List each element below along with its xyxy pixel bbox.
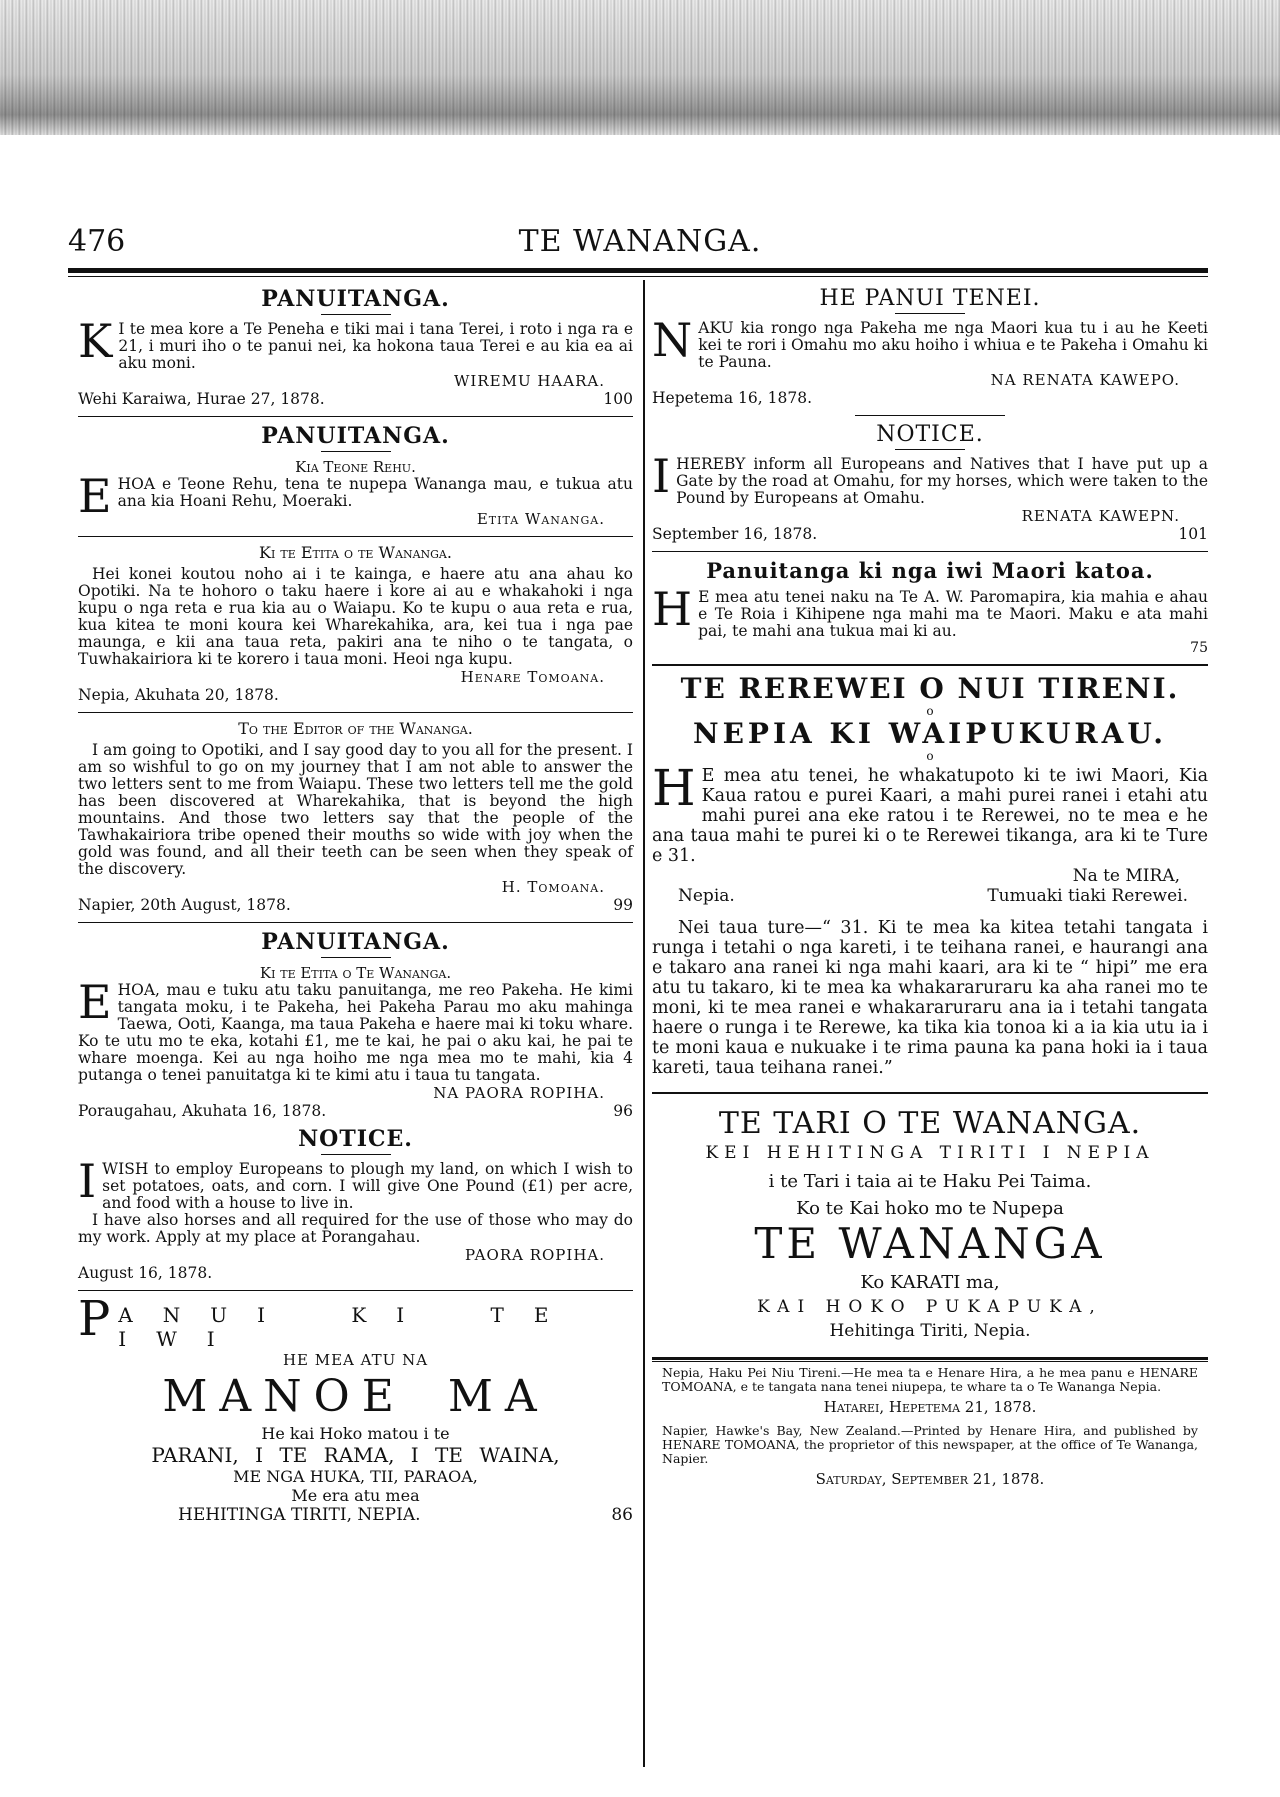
signature: Na te MIRA, [1072,866,1180,886]
page-number: 476 [68,224,126,259]
advert-address: HEHITINGA TIRITI, NEPIA. 86 [178,1505,633,1525]
drop-cap: P [78,1291,111,1347]
notice-body: NAKU kia rongo nga Pakeha me nga Maori kua tu i au he Keeti kei te rori i Omahu mo aku hoiho i whiua e te Pakeha i Omahu ki te Pauna. [652,313,1208,371]
advert-line: ANUI KI TE IWI [118,1303,579,1351]
letter-body: Hei konei koutou noho ai i te kainga, e haere atu ana ahau ko Opotiki. Na te hohoro o taku haere i kore ai au e whakahoki i nga kupu o nga reta e rua kia au o Waiapu. Ko te kupu o aua reta e rua, kua kitea te moni koura kei Wharekahika, ara, kei tua i nga pae maunga, e kii ana taua reta, pakiri ana te niho o te tangata, o Tuwhakairiora ki te korero i taua moni. Heoi nga kupu. [78,565,633,668]
ornament-rule: o [926,749,934,763]
imprint-date: Saturday, September 21, 1878. [815,1470,1045,1488]
letter-title: To the Editor of the Wananga. [238,719,473,738]
advert-line: ME NGA HUKA, TII, PARAOA, [233,1467,478,1486]
signature: WIREMU HAARA. [454,372,605,390]
notice-title: TE REREWEI O NUI TIRENI. [680,672,1180,705]
top-rule-thin [68,276,1208,277]
notice-body: H E mea atu tenei naku na Te A. W. Paromapira, kia mahia e ahau e Te Roia i Kihipene nga mahi ma te Maori. Maku e ata mahi pai, te mahi ana tukua mai ki au. [652,582,1208,640]
notice-title: NOTICE. [876,422,984,447]
signature-line: Nepia. Tumuaki tiaki Rerewei. [678,886,1188,906]
dateline: August 16, 1878. [78,1264,213,1282]
separator [78,416,633,417]
drop-cap: I [652,449,671,503]
left-column [78,280,633,1525]
imprint-date: Hatarei, Hepetema 21, 1878. [823,1398,1037,1416]
separator [652,1092,1208,1094]
notice-english [78,1126,633,1282]
notice-subtitle: Ki te Etita o Te Wananga. [259,964,452,982]
dateline: Hepetema 16, 1878. [652,389,813,407]
notice-title: PANUITANGA. [261,423,450,449]
notice-subtitle: NEPIA KI WAIPUKURAU. [692,717,1168,750]
column-divider [643,280,645,1767]
notice-subtitle: Kia Teone Rehu. [295,458,416,476]
top-rule [68,268,1208,273]
separator [855,415,1005,416]
notice-body: IWISH to employ Europeans to plough my land, on which I wish to set potatoes, oats, and corn. I will give One Pound (£1) per acre, and food with a house to live in. [78,1154,633,1212]
title-rule [895,449,965,450]
notice-he-panui [652,286,1208,407]
dateline: Poraugahau, Akuhata 16, 1878. 96 [78,1102,633,1120]
signature: NA RENATA KAWEPO. [990,371,1180,389]
drop-cap: E [78,975,112,1029]
notice-title: PANUITANGA. [261,286,450,312]
notice-body: IHEREBY inform all Europeans and Natives that I have put up a Gate by the road at Omahu, for my horses, which were taken to the Pound by Europeans at Omahu. [652,449,1208,507]
advert-title: TE WANANGA [754,1219,1106,1268]
title-rule [321,451,391,452]
notice-gate [652,422,1208,543]
separator [652,664,1208,666]
advert-line: PARANI, I TE RAMA, I TE WAINA, [151,1443,560,1467]
notice-title: Panuitanga ki nga iwi Maori katoa. [706,558,1154,583]
imprint-rule [652,1357,1208,1360]
title-rule [895,313,965,314]
notice-body-2: Nei taua ture—“ 31. Ki te mea ka kitea tetahi tangata i runga i tetahi o nga kareti, i te teihana ranei, e haurangi ana e takaro ana ranei ki nga mahi kaari, ara ki te “ hipi” me era atu tu takaro, ki te mea ka whakararuraru ka aha ranei mo te moni, ki te mea ranei e whakararuraru ana ia i tetahi tangata haere o runga i te Rerewe, ka tika kia tonoa ki a ia kia utu ia i te moni kaua e nukuake i te rima pauna ka pana hoki ia i taua kareti, taua teihana ranei.” [652,918,1208,1078]
advert-name: MANOE MA [162,1371,549,1422]
notice-panuitanga-2 [78,423,633,528]
letter-maori [78,543,633,704]
drop-cap: H [652,582,693,636]
signature: H. Tomoana. [501,878,605,896]
drop-cap: E [78,469,112,523]
advert-te-tari [652,1106,1208,1341]
signature: Etita Wananga. [476,510,605,528]
scan-strip [0,0,1280,135]
drop-cap: N [652,313,693,367]
letter-body: I am going to Opotiki, and I say good day to you all for the present. I am so wishful to go on my journey that I am not able to answer the two letters sent to me from Waiapu. These two letters tell me the gold has been discovered at Wharekahika, that is beyond the high mountains. And those two letters say that the people of the Tawhakairiora tribe opened their mouths so wide with joy when the gold was found, and all their teeth can be seen when they speak of the discovery. [78,741,633,878]
notice-body: K I te mea kore a Te Peneha e tiki mai i tana Terei, i roto i nga ra e 21, i muri iho o te panui nei, ka hokona taua Terei e au kia ea ai aku moni. [78,314,633,372]
separator [78,712,633,713]
notice-title: HE PANUI TENEI. [819,286,1041,311]
title-rule [321,314,391,315]
imprint-rule-thin [652,1361,1208,1362]
masthead: TE WANANGA. [518,224,762,259]
advert-manoe [78,1291,633,1525]
signature: RENATA KAWEPN. [1021,507,1180,525]
notice-iwi-maori [652,558,1208,656]
advert-line: HE MEA ATU NA [282,1351,429,1369]
advert-line: Me era atu mea [291,1486,420,1505]
title-rule [321,957,391,958]
notice-panuitanga-1 [78,286,633,408]
notice-body: EHOA e Teone Rehu, tena te nupepa Wananga mau, e tukua atu ana kia Hoani Rehu, Moeraki. [78,469,633,523]
notice-title: PANUITANGA. [261,929,450,955]
advert-line: Ko te Kai hoko mo te Nupepa [796,1198,1064,1219]
signature: Henare Tomoana. [460,668,605,686]
letter-english [78,719,633,914]
dateline: September 16, 1878. 101 [652,525,1208,543]
running-head [0,224,1280,264]
drop-cap: K [78,314,113,368]
notice-panuitanga-3 [78,929,633,1120]
separator [78,1290,633,1291]
notice-rerewei [652,672,1208,1078]
signature: PAORA ROPIHA. [464,1246,605,1264]
separator [78,922,633,923]
dateline: Wehi Karaiwa, Hurae 27, 1878. 100 [78,390,633,408]
notice-title: NOTICE. [298,1126,413,1152]
dateline: Nepia, Akuhata 20, 1878. [78,686,279,704]
advert-line: KAI HOKO PUKAPUKA, [757,1297,1103,1317]
imprint [652,1366,1208,1488]
separator [78,536,633,537]
advert-header [78,1291,633,1351]
advert-line: He kai Hoko matou i te [261,1424,450,1443]
signature: NA PAORA ROPIHA. [433,1084,605,1102]
imprint-english: Napier, Hawke's Bay, New Zealand.—Printed by Henare Hira, and published by HENARE TOMOANA, the proprietor of this newspaper, at the office of Te Wananga, Napier. [662,1423,1198,1466]
notice-body: H E mea atu tenei, he whakatupoto ki te iwi Maori, Kia Kaua ratou e purei Kaari, a mahi purei ranei i etahi atu mahi purei ana eke ratou i te Rerewei, no te mea e he ana taua mahi te purei ki o te Rerewei tikanga, ara ki te Ture e 31. [652,759,1208,866]
drop-cap: I [78,1154,97,1208]
notice-body-2: I have also horses and all required for the use of those who may do my work. Apply at my place at Porangahau. [78,1211,633,1246]
dateline: Napier, 20th August, 1878. 99 [78,896,633,914]
advert-line: TE TARI O TE WANANGA. [718,1106,1142,1141]
imprint-maori: Nepia, Haku Pei Niu Tireni.—He mea ta e Henare Hira, a he mea panu e HENARE TOMOANA, e te tangata nana tenei niupepa, te whare ta o Te Wananga Nepia. [662,1365,1198,1394]
drop-cap: H [652,759,696,817]
advert-line: Ko KARATI ma, [860,1272,1000,1293]
advert-line: i te Tari i taia ai te Haku Pei Taima. [768,1171,1092,1192]
separator [652,551,1208,552]
advert-line: Hehitinga Tiriti, Nepia. [829,1321,1031,1341]
letter-title: Ki te Etita o te Wananga. [259,543,452,562]
title-rule [321,1154,391,1155]
right-column [652,280,1208,1488]
ornament-rule: o [926,704,934,718]
notice-body: EHOA, mau e tuku atu taku panuitanga, me reo Pakeha. He kimi tangata moku, i te Pakeha, hei Pakeha Parau mo aku mahinga Taewa, Ooti, Kaanga, ma taua Pakeha e haere mai ki toku whare. Ko te utu mo te eka, kotahi £1, me te kai, he pai o aku kai, he pai te whare moenga. Kei au nga hoiho me nga mea mo te mahi, kia 4 putanga o tenei panuitatga ki te kimi atu i taua tu tangata. [78,975,633,1084]
advert-line: KEI HEHITINGA TIRITI I NEPIA [705,1143,1155,1163]
notice-number: 75 [1190,640,1208,656]
